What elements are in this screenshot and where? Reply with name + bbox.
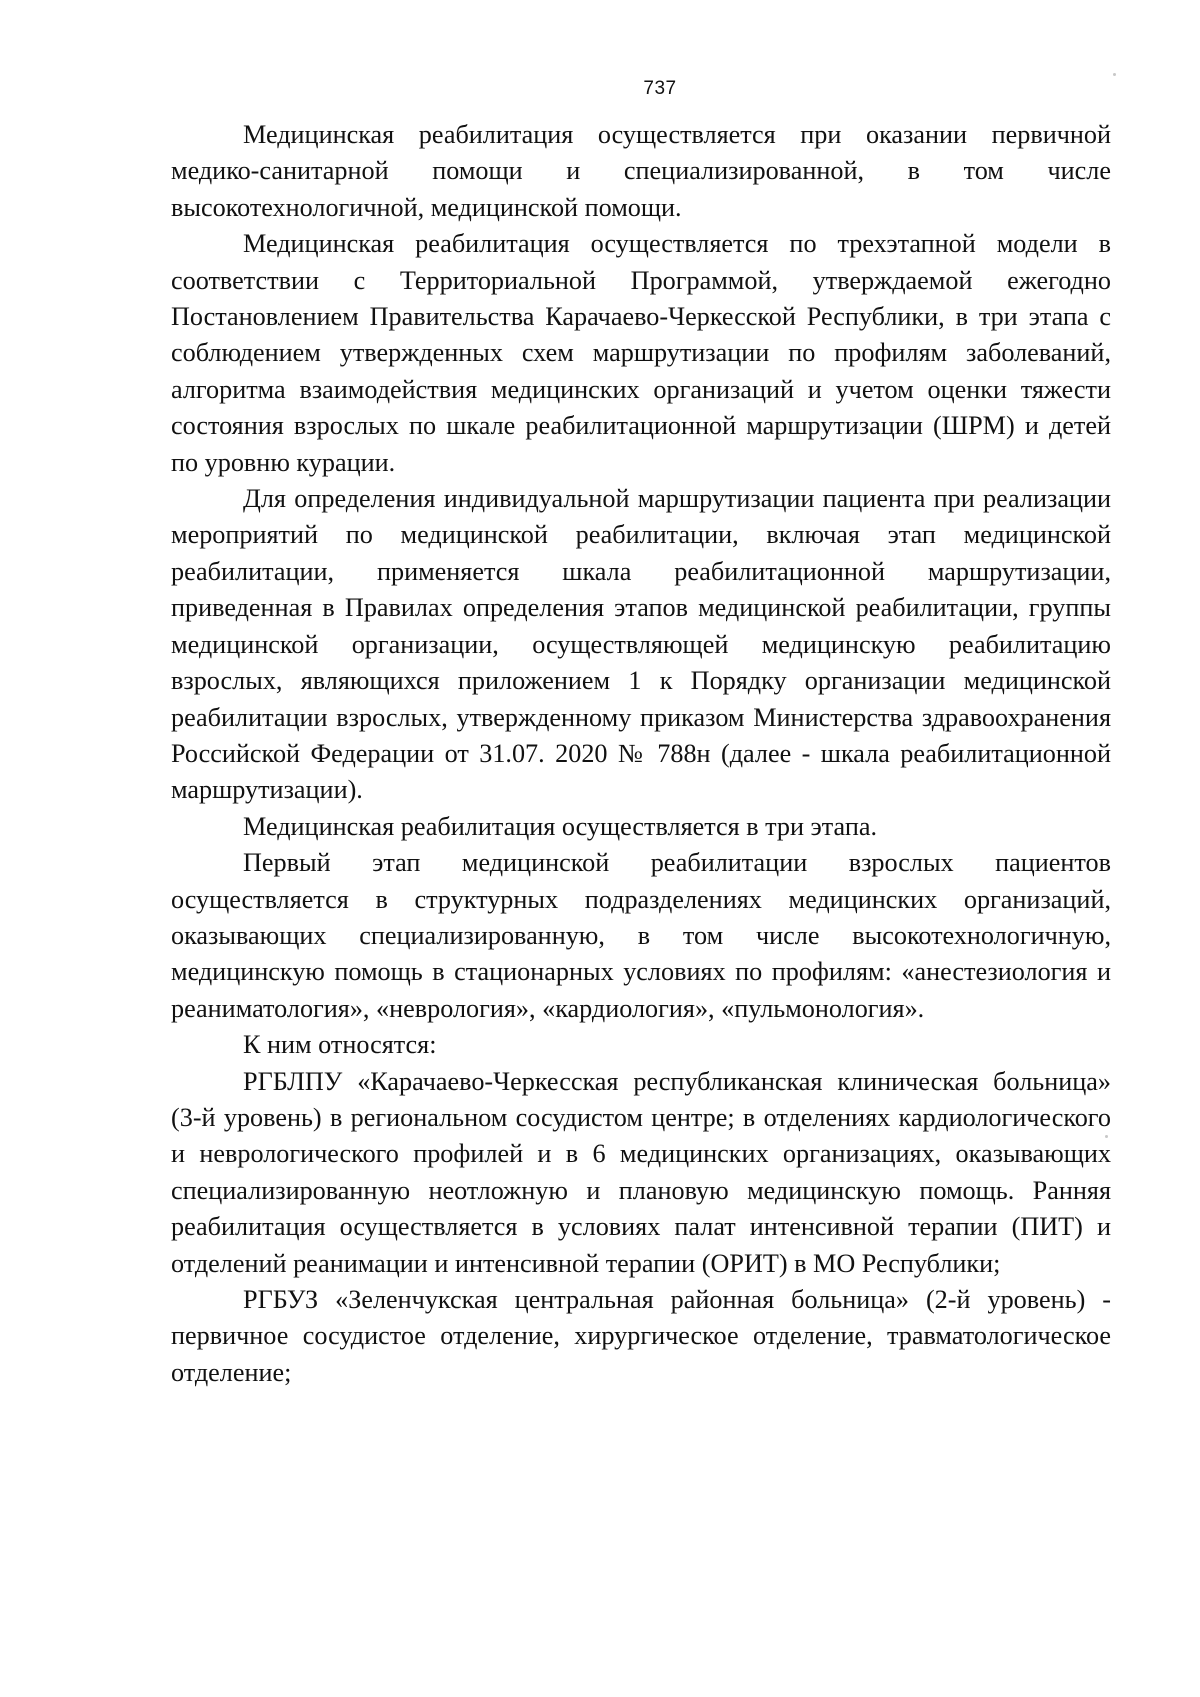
paragraph-routing-scale: Для определения индивидуальной маршрутизации пациента при реализации мероприятий по медицинской реабилитации, включая этап медицинской реабилитации, применяется шкала реабилитационной маршрутизации, приведенная в Правилах определения этапов медицинской реабилитации, группы медицинской организации, осуществляющей медицинскую реабилитацию взрослых, являющихся приложением 1 к Порядку организации медицинской реабилитации взрослых, утвержденному приказом Министерства здравоохранения Российской Федерации от 31.07. 2020 № 788н (далее - шкала реабилитационной маршрутизации). [171,484,1111,805]
page-number: 737 [643,78,677,99]
paragraph-list-intro: К ним относятся: [243,1030,437,1060]
scan-speck [1113,73,1116,76]
document-body [171,117,1111,1391]
paragraph-three-stages: Медицинская реабилитация осуществляется в три этапа. [243,811,878,841]
paragraph-first-stage: Первый этап медицинской реабилитации взрослых пациентов осуществляется в структурных подразделениях медицинских организаций, оказывающих специализированную, в том числе высокотехнологичную, медицинскую помощь в стационарных условиях по профилям: «анестезиология и реаниматология», «неврология», «кардиология», «пульмонология». [171,848,1111,1023]
paragraph-rehab-provision: Медицинская реабилитация осуществляется при оказании первичной медико-санитарной помощи и специализированной, в том числе высокотехнологичной, медицинской помощи. [171,120,1111,222]
scan-speck [1105,1135,1108,1138]
paragraph-zelenchuk-hospital: РГБУЗ «Зеленчукская центральная районная больница» (2-й уровень) - первичное сосудистое отделение, хирургическое отделение, травматологическое отделение; [171,1285,1111,1387]
paragraph-republican-hospital: РГБЛПУ «Карачаево-Черкесская республиканская клиническая больница» (3-й уровень) в региональном сосудистом центре; в отделениях кардиологического и неврологического профилей и в 6 медицинских организациях, оказывающих специализированную неотложную и плановую медицинскую помощь. Ранняя реабилитация осуществляется в условиях палат интенсивной терапии (ПИТ) и отделений реанимации и интенсивной терапии (ОРИТ) в МО Республики; [171,1066,1111,1278]
paragraph-three-stage-model: Медицинская реабилитация осуществляется по трехэтапной модели в соответствии с Территориальной Программой, утверждаемой ежегодно Постановлением Правительства Карачаево-Черкесской Республики, в три этапа с соблюдением утвержденных схем маршрутизации по профилям заболеваний, алгоритма взаимодействия медицинских организаций и учетом оценки тяжести состояния взрослых по шкале реабилитационной маршрутизации (ШРМ) и детей по уровню курации. [171,229,1111,477]
